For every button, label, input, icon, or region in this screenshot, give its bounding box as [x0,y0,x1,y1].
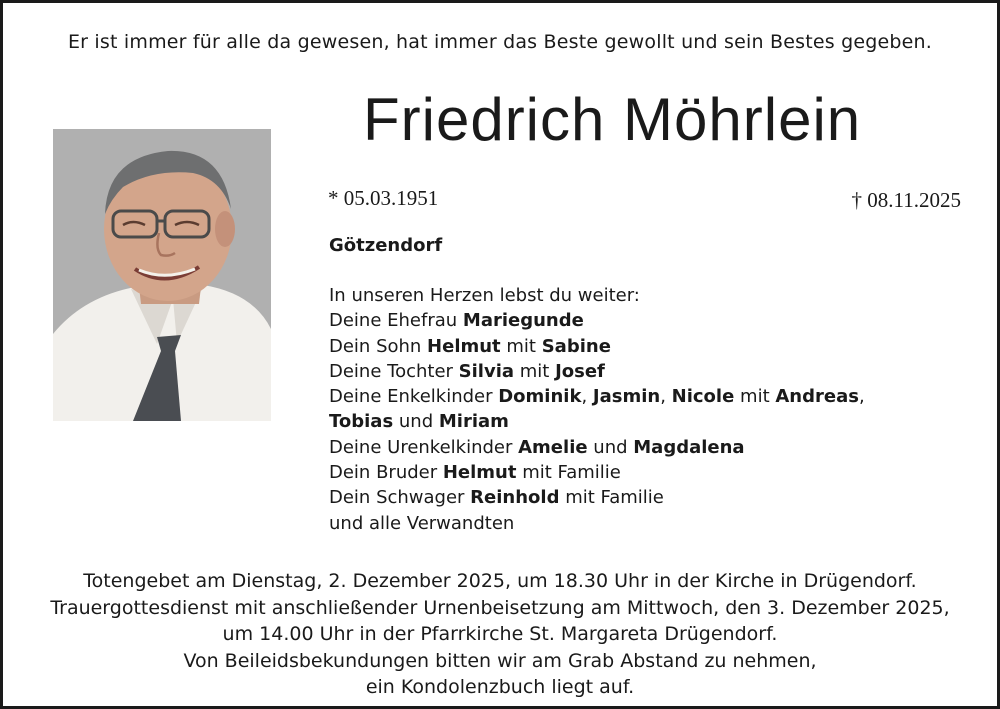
family-member-name: Nicole [671,386,735,408]
family-line [329,384,949,409]
family-line [329,511,949,536]
family-relation-text: und [587,436,634,458]
family-relation-text: In unseren Herzen lebst du weiter: [329,285,640,306]
notice-line: Trauergottesdienst mit anschließender Urnenbeisetzung am Mittwoch, den 3. Dezember 2025, [50,596,950,619]
family-relation-text: , [581,386,593,408]
family-relation-text: mit [500,335,542,357]
family-relation-text: und [393,411,439,433]
family-relation-text: Deine Tochter [329,360,459,382]
family-relation-text: mit Familie [559,487,664,509]
family-relation-text: Dein Schwager [329,487,471,509]
hometown: Götzendorf [329,235,443,256]
notice-line: ein Kondolenzbuch liegt auf. [365,676,635,698]
notice-line: Totengebet am Dienstag, 2. Dezember 2025, um 18.30 Uhr in der Kirche in Drügendorf. [83,570,917,592]
family-member-name: Miriam [438,411,509,433]
family-line [329,460,949,485]
family-member-name: Magdalena [633,436,745,458]
family-member-name: Helmut [427,335,501,357]
family-relation-text: Deine Ehefrau [329,310,463,332]
family-member-name: Amelie [518,436,588,458]
family-relation-text: , [660,386,672,408]
family-relation-text: Deine Urenkelkinder [329,436,519,458]
funeral-notice [3,568,997,701]
family-member-name: Sabine [541,335,611,357]
family-line [329,334,949,359]
family-member-name: Andreas [775,386,859,408]
notice-line: Von Beileidsbekundungen bitten wir am Grab Abstand zu nehmen, [183,649,817,672]
family-relation-text: und alle Verwandten [329,512,515,534]
family-member-name: Silvia [458,360,515,382]
family-line [329,359,949,384]
portrait-photo [53,129,271,421]
birth-date: * 05.03.1951 [328,186,439,210]
motto-text: Er ist immer für alle da gewesen, hat immer das Beste gewollt und sein Bestes gegeben. [67,31,933,53]
family-member-name: Dominik [498,386,582,408]
family-line [329,435,949,460]
family-member-name: Mariegunde [462,310,584,332]
family-member-name: Josef [555,360,605,382]
family-relation-text: , [858,386,865,408]
family-relation-text: mit [514,360,556,382]
family-line [329,308,949,333]
notice-line: um 14.00 Uhr in der Pfarrkirche St. Margareta Drügendorf. [222,623,778,645]
family-relation-text: mit [734,386,776,408]
deceased-name: Friedrich Möhrlein [363,86,862,153]
family-line [329,409,949,434]
death-date: † 08.11.2025 [851,188,961,212]
family-relation-text: mit Familie [516,462,621,484]
family-member-name: Reinhold [470,487,560,509]
family-member-name: Jasmin [592,386,661,408]
family-member-name: Tobias [329,411,394,433]
family-relation-text: Deine Enkelkinder [329,386,499,408]
family-relation-text: Dein Sohn [329,335,428,357]
family-line [329,283,949,308]
family-member-name: Helmut [442,462,517,484]
family-list [329,283,949,536]
family-relation-text: Dein Bruder [329,462,443,484]
family-line [329,485,949,510]
